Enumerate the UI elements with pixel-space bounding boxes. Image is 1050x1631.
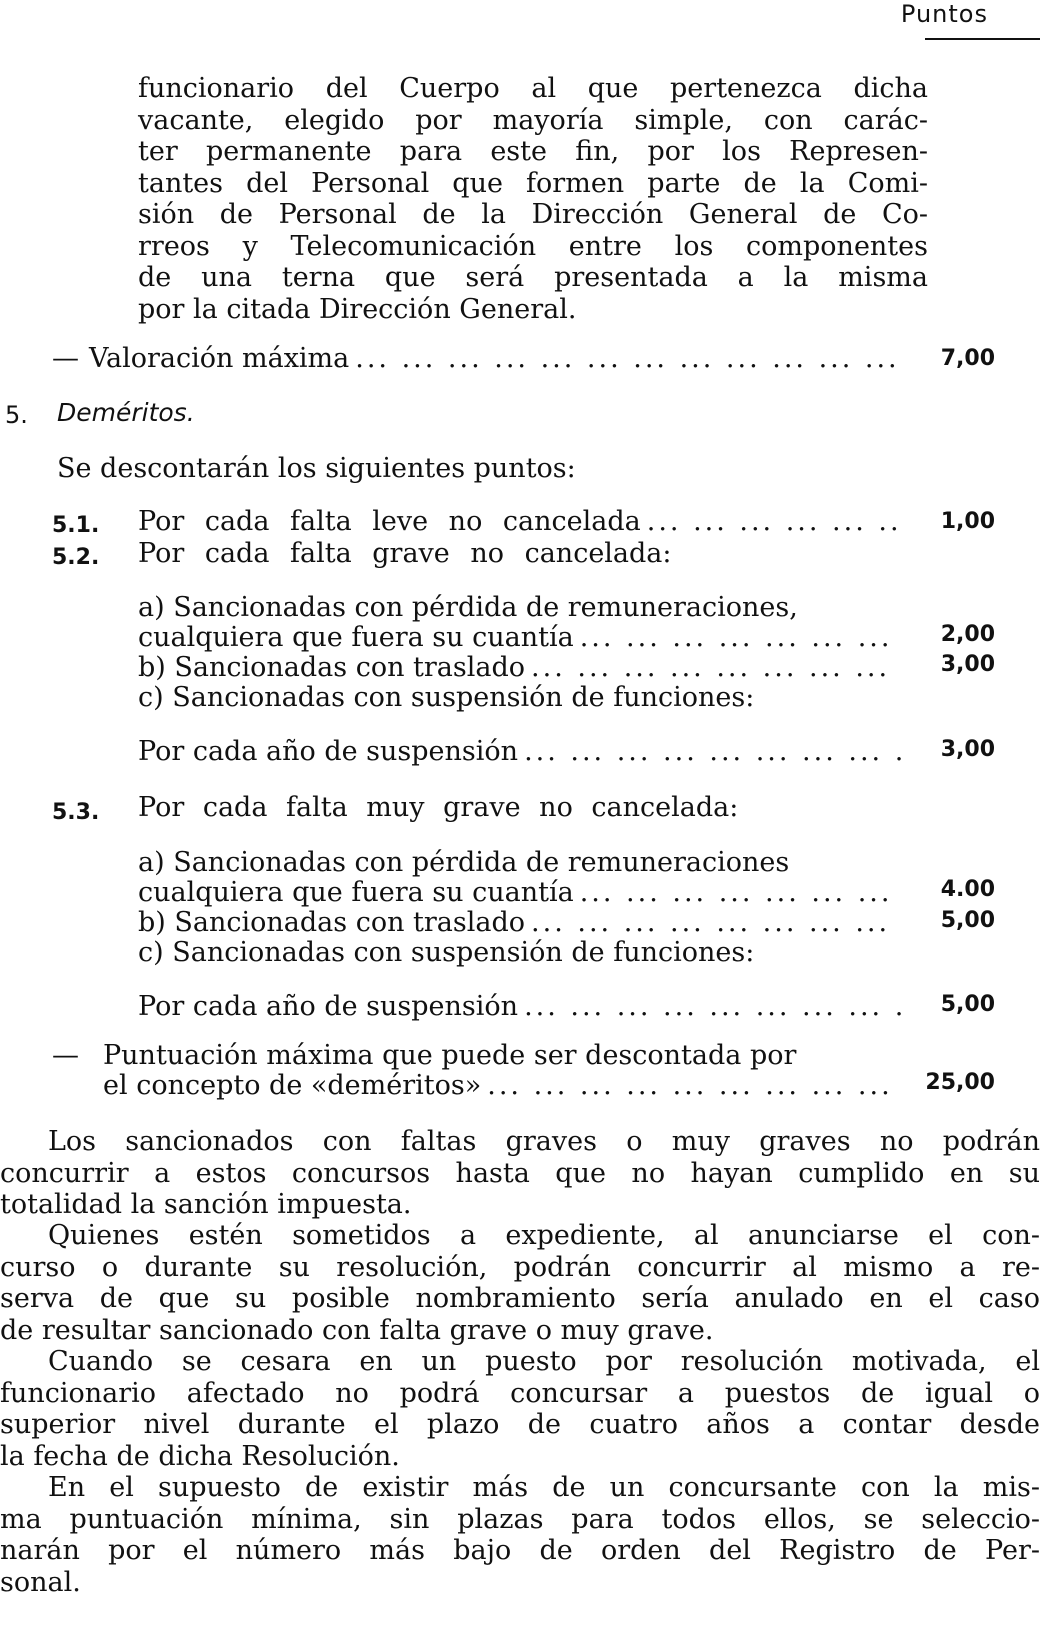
leader-dots [524, 991, 902, 1022]
paragraph-line: la fecha de dicha Resolución. [0, 1440, 400, 1472]
intro-paragraph [138, 73, 928, 325]
item-5-3-a-value: 4.00 [940, 877, 995, 902]
puntuacion-value: 25,00 [925, 1070, 995, 1095]
intro-line: vacante, elegido por mayoría simple, con carác- [138, 104, 928, 136]
puntuacion-line2: el concepto de «deméritos» [103, 1070, 482, 1101]
item-5-1-label: Por cada falta leve no cancelada [138, 506, 641, 537]
valoracion-value: 7,00 [940, 346, 995, 371]
item-5-3-per-year-label: Por cada año de suspensión [138, 991, 519, 1022]
paragraph-line: En el supuesto de existir más de un concursante con la mis- [48, 1472, 1040, 1503]
leader-dots [580, 622, 902, 653]
item-5-2-per-year-value: 3,00 [940, 737, 995, 762]
body-paragraph [0, 1126, 1040, 1221]
item-5-2-c-label: c) Sancionadas con suspensión de funciones: [138, 682, 755, 713]
item-5-2-per-year-label: Por cada año de suspensión [138, 736, 519, 767]
paragraph-line: Cuando se cesara en un puesto por resolución motivada, el [48, 1346, 1040, 1377]
paragraph-line: superior nivel durante el plazo de cuatro años a contar desde [0, 1409, 1040, 1440]
intro-line: rreos y Telecomunicación entre los componentes [138, 230, 928, 262]
item-5-2-b-label: b) Sancionadas con traslado [138, 652, 526, 683]
intro-line: de una terna que será presentada a la misma [138, 262, 928, 293]
item-5-2-per-year-row [138, 736, 908, 767]
item-5-3-c-label: c) Sancionadas con suspensión de funciones: [138, 937, 755, 968]
item-5-3-a-line1: a) Sancionadas con pérdida de remuneraciones [138, 847, 790, 878]
paragraph-line: Los sancionados con faltas graves o muy graves no podrán [48, 1126, 1040, 1157]
leader-dots [531, 652, 902, 683]
paragraph-line: Quienes estén sometidos a expediente, al anunciarse el con- [48, 1220, 1040, 1251]
paragraph-line: curso o durante su resolución, podrán concurrir al mismo a re- [0, 1251, 1040, 1283]
item-5-2-b-value: 3,00 [940, 652, 995, 677]
body-paragraph [0, 1472, 1040, 1598]
paragraph-line: ma puntuación mínima, sin plazas para todos ellos, se seleccio- [0, 1503, 1040, 1535]
item-5-3-label: Por cada falta muy grave no cancelada: [138, 792, 739, 823]
section-intro: Se descontarán los siguientes puntos: [57, 453, 576, 484]
valoracion-label: Valoración máxima [89, 343, 350, 374]
leader-dots [524, 736, 902, 767]
item-5-3-b-value: 5,00 [940, 908, 995, 933]
item-5-2-a-row [138, 622, 908, 653]
section-number: 5. [5, 401, 28, 429]
intro-line: tantes del Personal que formen parte de la Comi- [138, 167, 928, 199]
intro-line: por la citada Dirección General. [138, 293, 577, 325]
item-number: 5.2. [52, 545, 100, 570]
item-5-3-b-label: b) Sancionadas con traslado [138, 907, 526, 938]
section-title: Deméritos. [57, 398, 195, 427]
paragraph-line: totalidad la sanción impuesta. [0, 1189, 412, 1220]
leader-dots [647, 506, 902, 537]
item-5-3-per-year-row [138, 991, 908, 1022]
valoracion-dash: — [52, 343, 79, 374]
item-number: 5.1. [52, 513, 100, 538]
paragraph-line: serva de que su posible nombramiento sería anulado en el caso [0, 1283, 1040, 1314]
paragraph-line: sonal. [0, 1566, 81, 1598]
leader-dots [580, 877, 902, 908]
column-header: Puntos [900, 0, 988, 28]
item-5-3-b-row [138, 907, 908, 938]
puntuacion-row [103, 1070, 908, 1101]
item-5-1-row [138, 506, 908, 537]
paragraph-line: de resultar sancionado con falta grave o muy grave. [0, 1314, 714, 1346]
leader-dots [355, 343, 901, 374]
item-5-2-label: Por cada falta grave no cancelada: [138, 538, 672, 569]
item-number: 5.3. [52, 800, 100, 825]
body-paragraph [0, 1220, 1040, 1346]
valoracion-row [52, 343, 907, 374]
intro-line: sión de Personal de la Dirección General de Co- [138, 199, 928, 230]
paragraph-line: narán por el número más bajo de orden del Registro de Per- [0, 1535, 1040, 1566]
intro-line: funcionario del Cuerpo al que pertenezca dicha [138, 73, 928, 104]
item-5-2-b-row [138, 652, 908, 683]
puntuacion-line1: Puntuación máxima que puede ser descontada por [103, 1040, 797, 1071]
leader-dots [487, 1070, 902, 1101]
item-5-2-a-line1: a) Sancionadas con pérdida de remuneraciones, [138, 592, 798, 623]
item-5-1-value: 1,00 [940, 509, 995, 534]
paragraph-line: funcionario afectado no podrá concursar a puestos de igual o [0, 1377, 1040, 1409]
item-5-2-a-value: 2,00 [940, 622, 995, 647]
header-rule [925, 38, 1040, 40]
item-5-3-a-row [138, 877, 908, 908]
item-5-3-per-year-value: 5,00 [940, 992, 995, 1017]
paragraph-line: concurrir a estos concursos hasta que no hayan cumplido en su [0, 1157, 1040, 1189]
body-paragraph [0, 1346, 1040, 1472]
item-5-2-a-line2: cualquiera que fuera su cuantía [138, 622, 574, 653]
puntuacion-dash: — [52, 1040, 79, 1071]
item-5-3-a-line2: cualquiera que fuera su cuantía [138, 877, 574, 908]
leader-dots [531, 907, 902, 938]
intro-line: ter permanente para este fin, por los Represen- [138, 136, 928, 167]
